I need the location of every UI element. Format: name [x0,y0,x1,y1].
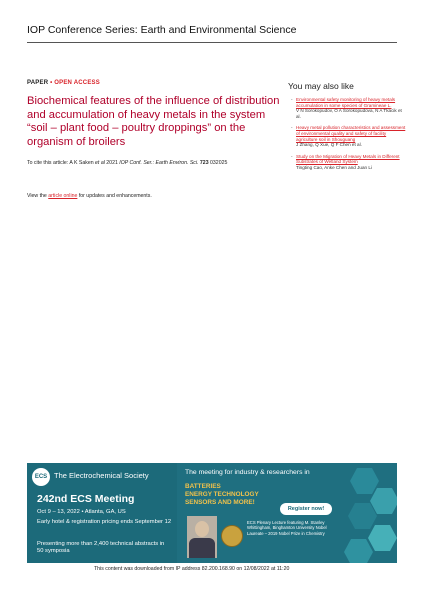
download-notice: This content was downloaded from IP address 82.200.168.90 on 12/08/2022 at 11:20 [94,566,290,572]
bullet-icon: - [291,125,293,131]
separator: • [48,80,55,86]
related-item-authors: Tingting Cao, Anke Chen and Juan Li [296,164,372,170]
view-online-line [27,193,152,199]
article-online-link[interactable]: article online [48,193,78,199]
related-heading: You may also like [288,81,354,91]
abstracts-text: Presenting more than 2,400 technical abstracts in 50 symposia [37,541,165,554]
nobel-medal-icon [221,525,243,547]
early-pricing-text: Early hotel & registration pricing ends September 12 [37,519,172,525]
meeting-tagline: The meeting for industry & researchers in [185,469,310,476]
portrait-face [195,521,209,537]
citation-line [27,160,227,166]
article-title: Biochemical features of the influence of distribution and accumulation of heavy metals in the system “soil – plant food – poultry droppings” on the organism of broilers [27,95,280,148]
speaker-portrait [187,516,217,558]
related-item-link[interactable]: Study on the Migration of Heavy Metals in Different Substrates of Wetland System [296,153,400,165]
plenary-lecture-text: ECS Plenary Lecture featuring M. Stanley Whittingham, Binghamton University Nobel Laureate – 2019 Nobel Prize in Chemistry [247,520,327,536]
related-item [291,153,406,171]
journal-name: IOP Conference Series: Earth and Environmental Science [27,24,297,36]
cite-year: 2021 [104,160,120,166]
view-prefix: View the [27,193,49,199]
bullet-icon: - [291,97,293,102]
banner-left-panel [27,463,177,563]
bullet-icon: - [291,153,293,159]
cite-etal: et al [95,160,105,166]
cite-journal: IOP Conf. Ser.: Earth Environ. Sci. [119,160,199,166]
society-name: The Electrochemical Society [54,471,149,480]
topic-item: SENSORS AND MORE! [185,499,255,506]
paper-type-line [27,80,100,86]
hexagon-pattern-icon [337,463,397,563]
topic-item: BATTERIES [185,483,221,490]
cite-number: 032025 [208,160,228,166]
related-item [291,125,406,148]
meeting-title: 242nd ECS Meeting [37,493,135,505]
paper-label: PAPER [27,80,49,86]
related-item-authors: V N Sorokopudov, O A Sorokopudova, N A Tkacik et al. [296,108,402,119]
related-item-authors: J Zhang, Q Xue, Q F Chen et al. [296,142,362,148]
meeting-dates: Oct 9 – 13, 2022 • Atlanta, GA, US [37,509,126,515]
related-item [291,97,406,119]
related-item-link[interactable]: Environmental safety monitoring of heavy metals accumulation in some species of Gramineae L. [296,97,396,108]
cite-volume: 723 [198,160,209,166]
related-list [291,97,406,177]
ecs-logo-icon: ECS [32,468,50,486]
portrait-suit [189,538,215,558]
view-suffix: for updates and enhancements. [77,193,152,199]
cite-prefix: To cite this article: A K Saken [27,160,96,166]
topics-list [185,483,259,507]
topic-item: ENERGY TECHNOLOGY [185,491,259,498]
register-now-button[interactable]: Register now! [280,503,332,515]
open-access-label: OPEN ACCESS [54,80,100,86]
header-rule [27,42,397,43]
related-item-link[interactable]: Heavy metal pollution characteristics and assessment of environmental quality and safety of facility agriculture soil in Shouguang [296,125,406,142]
ecs-advert-banner[interactable] [27,463,397,563]
